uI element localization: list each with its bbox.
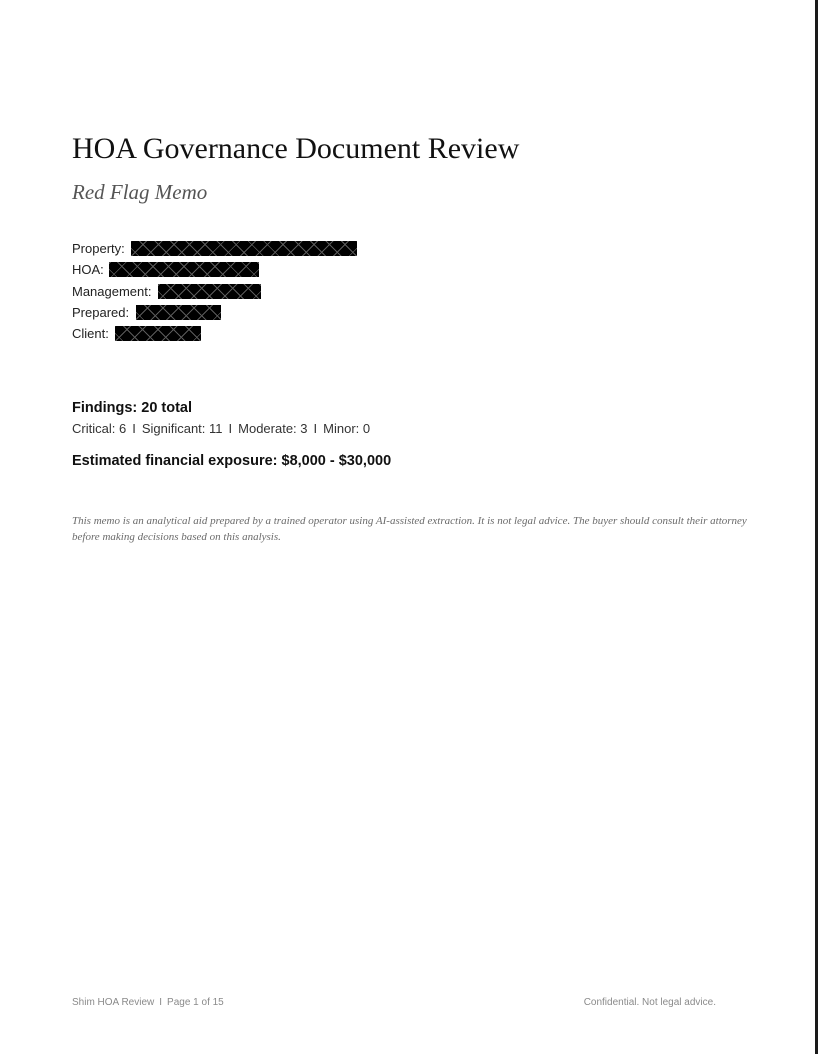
footer-left bbox=[72, 996, 224, 1010]
footer-page-number: Page 1 of 15 bbox=[167, 997, 224, 1008]
client-label: Client: bbox=[72, 326, 109, 342]
severity-separator: I bbox=[228, 421, 233, 436]
prepared-redaction bbox=[136, 305, 221, 320]
moderate-count: Moderate: 3 bbox=[238, 421, 308, 436]
critical-count: Critical: 6 bbox=[72, 421, 127, 436]
client-redaction bbox=[115, 326, 201, 341]
significant-count: Significant: 11 bbox=[141, 421, 223, 436]
document-subtitle: Red Flag Memo bbox=[72, 180, 208, 204]
hoa-label: HOA: bbox=[72, 262, 104, 278]
metadata-block bbox=[72, 238, 357, 344]
minor-count: Minor: 0 bbox=[323, 421, 371, 436]
hoa-row bbox=[72, 259, 357, 280]
hoa-redaction bbox=[109, 262, 259, 277]
findings-heading: Findings: 20 total bbox=[72, 400, 193, 416]
prepared-label: Prepared: bbox=[72, 304, 130, 320]
severity-separator: I bbox=[313, 421, 318, 436]
footer-confidential-notice: Confidential. Not legal advice. bbox=[583, 997, 716, 1008]
property-row bbox=[72, 238, 357, 259]
prepared-row bbox=[72, 302, 357, 323]
property-redaction bbox=[131, 241, 357, 256]
disclaimer-text: This memo is an analytical aid prepared by a trained operator using AI-assisted extraction. It is not legal advice. The buyer should consult their attorney before making decisions based on this analysis. bbox=[72, 515, 747, 543]
severity-counts bbox=[72, 420, 370, 438]
management-label: Management: bbox=[72, 283, 152, 299]
financial-exposure: Estimated financial exposure: $8,000 - $30,000 bbox=[72, 453, 392, 469]
management-row bbox=[72, 281, 357, 302]
severity-separator: I bbox=[132, 421, 136, 436]
footer-separator: I bbox=[159, 997, 163, 1008]
client-row bbox=[72, 323, 357, 344]
management-redaction bbox=[158, 284, 261, 299]
document-title: HOA Governance Document Review bbox=[72, 132, 520, 165]
property-label: Property: bbox=[72, 241, 125, 256]
footer-doc-name: Shim HOA Review bbox=[72, 997, 155, 1008]
